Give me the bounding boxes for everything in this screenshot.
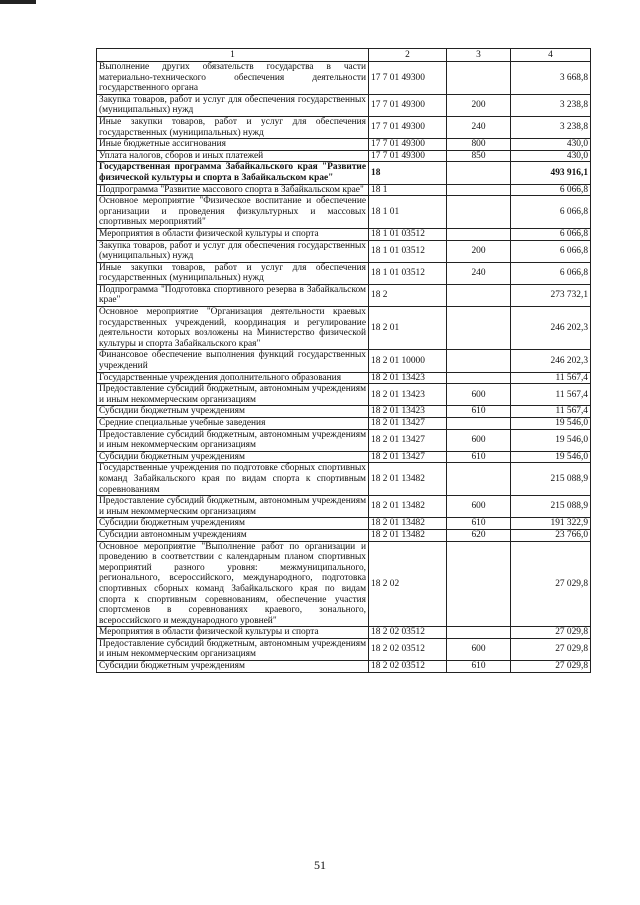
table-row <box>97 451 591 463</box>
table-row <box>97 529 591 541</box>
row-vr-cell: 600 <box>447 429 511 451</box>
table-row <box>97 307 591 350</box>
row-vr-cell <box>447 372 511 384</box>
row-code-cell: 18 2 02 03512 <box>369 661 447 673</box>
row-vr-cell: 200 <box>447 94 511 116</box>
row-amount-cell: 6 066,8 <box>511 184 591 196</box>
row-amount-cell: 19 546,0 <box>511 429 591 451</box>
row-amount-cell: 19 546,0 <box>511 418 591 430</box>
row-code-cell: 18 <box>369 162 447 184</box>
row-name-cell: Основное мероприятие "Физическое воспитание и обеспечение организации и проведения физкультурных и массовых спортивных мероприятий" <box>97 196 369 229</box>
row-name-cell: Средние специальные учебные заведения <box>97 418 369 430</box>
scan-edge-mark <box>0 0 36 4</box>
row-name-cell: Основное мероприятие "Выполнение работ по организации и проведению в соответствии с календарным планом спортивных мероприятий разного уровня: межмуниципального, регионального, всероссийского, международного, подготовка спортивных сборных команд Забайкальского края по видам спорта к спортивным соревнованиям, обеспечение участия спортсменов в соревнованиях краевого, зонального, всероссийского и международного уровней" <box>97 541 369 627</box>
row-code-cell: 18 2 02 03512 <box>369 638 447 660</box>
row-amount-cell: 11 567,4 <box>511 384 591 406</box>
row-vr-cell <box>447 307 511 350</box>
table-row <box>97 262 591 284</box>
row-amount-cell: 246 202,3 <box>511 350 591 372</box>
row-name-cell: Государственные учреждения по подготовке сборных спортивных команд Забайкальского края по видам спорта к спортивным соревнованиям <box>97 463 369 496</box>
row-vr-cell: 610 <box>447 451 511 463</box>
row-code-cell: 18 2 01 13423 <box>369 372 447 384</box>
row-code-cell: 17 7 01 49300 <box>369 94 447 116</box>
row-amount-cell: 27 029,8 <box>511 638 591 660</box>
table-row <box>97 406 591 418</box>
row-code-cell: 18 2 <box>369 284 447 306</box>
row-code-cell: 18 2 01 13482 <box>369 496 447 518</box>
row-vr-cell: 610 <box>447 406 511 418</box>
table-row <box>97 62 591 95</box>
row-name-cell: Предоставление субсидий бюджетным, автономным учреждениям и иным некоммерческим организациям <box>97 638 369 660</box>
table-row <box>97 162 591 184</box>
row-vr-cell: 200 <box>447 240 511 262</box>
row-vr-cell: 610 <box>447 518 511 530</box>
row-amount-cell: 493 916,1 <box>511 162 591 184</box>
table-row <box>97 518 591 530</box>
row-amount-cell: 3 238,8 <box>511 116 591 138</box>
row-name-cell: Иные бюджетные ассигнования <box>97 139 369 151</box>
row-code-cell: 18 1 01 <box>369 196 447 229</box>
row-name-cell: Финансовое обеспечение выполнения функций государственных учреждений <box>97 350 369 372</box>
row-vr-cell: 850 <box>447 150 511 162</box>
row-amount-cell: 191 322,9 <box>511 518 591 530</box>
row-vr-cell <box>447 184 511 196</box>
row-amount-cell: 3 238,8 <box>511 94 591 116</box>
row-name-cell: Иные закупки товаров, работ и услуг для обеспечения государственных (муниципальных) нужд <box>97 262 369 284</box>
header-col-1: 1 <box>97 49 369 62</box>
row-name-cell: Государственные учреждения дополнительного образования <box>97 372 369 384</box>
row-name-cell: Подпрограмма "Подготовка спортивного резерва в Забайкальском крае" <box>97 284 369 306</box>
row-amount-cell: 430,0 <box>511 139 591 151</box>
table-row <box>97 350 591 372</box>
row-amount-cell: 215 088,9 <box>511 463 591 496</box>
row-vr-cell <box>447 463 511 496</box>
table-row <box>97 94 591 116</box>
row-vr-cell: 600 <box>447 384 511 406</box>
row-vr-cell <box>447 62 511 95</box>
table-row <box>97 496 591 518</box>
page-number: 51 <box>314 858 326 872</box>
row-name-cell: Предоставление субсидий бюджетным, автономным учреждениям и иным некоммерческим организациям <box>97 496 369 518</box>
row-code-cell: 17 7 01 49300 <box>369 62 447 95</box>
row-code-cell: 17 7 01 49300 <box>369 150 447 162</box>
row-vr-cell: 600 <box>447 638 511 660</box>
row-name-cell: Мероприятия в области физической культуры и спорта <box>97 228 369 240</box>
row-name-cell: Уплата налогов, сборов и иных платежей <box>97 150 369 162</box>
table-row <box>97 541 591 627</box>
row-name-cell: Подпрограмма "Развитие массового спорта в Забайкальском крае" <box>97 184 369 196</box>
row-code-cell: 18 2 01 13423 <box>369 406 447 418</box>
row-amount-cell: 6 066,8 <box>511 262 591 284</box>
row-name-cell: Предоставление субсидий бюджетным, автономным учреждениям и иным некоммерческим организациям <box>97 429 369 451</box>
row-code-cell: 18 2 01 13427 <box>369 451 447 463</box>
row-code-cell: 17 7 01 49300 <box>369 139 447 151</box>
row-name-cell: Субсидии бюджетным учреждениям <box>97 451 369 463</box>
row-amount-cell: 430,0 <box>511 150 591 162</box>
column-number-row <box>97 49 591 62</box>
row-code-cell: 18 2 01 13427 <box>369 418 447 430</box>
row-code-cell: 18 2 01 13427 <box>369 429 447 451</box>
row-code-cell: 18 2 01 13482 <box>369 463 447 496</box>
row-amount-cell: 27 029,8 <box>511 541 591 627</box>
table-row <box>97 240 591 262</box>
table-row <box>97 418 591 430</box>
header-col-2: 2 <box>369 49 447 62</box>
table-row <box>97 372 591 384</box>
table-row <box>97 384 591 406</box>
row-vr-cell <box>447 350 511 372</box>
row-vr-cell: 240 <box>447 262 511 284</box>
table-row <box>97 284 591 306</box>
row-name-cell: Закупка товаров, работ и услуг для обеспечения государственных (муниципальных) нужд <box>97 94 369 116</box>
row-amount-cell: 11 567,4 <box>511 406 591 418</box>
row-code-cell: 18 2 01 13482 <box>369 529 447 541</box>
row-amount-cell: 27 029,8 <box>511 627 591 639</box>
row-vr-cell <box>447 196 511 229</box>
row-amount-cell: 11 567,4 <box>511 372 591 384</box>
budget-table <box>96 48 591 673</box>
row-vr-cell: 800 <box>447 139 511 151</box>
row-code-cell: 18 1 <box>369 184 447 196</box>
row-name-cell: Государственная программа Забайкальского края "Развитие физической культуры и спорта в Забайкальском крае" <box>97 162 369 184</box>
row-code-cell: 18 2 01 13482 <box>369 518 447 530</box>
row-name-cell: Выполнение других обязательств государства в части материально-технического обеспечения деятельности государственного органа <box>97 62 369 95</box>
row-vr-cell <box>447 541 511 627</box>
row-name-cell: Мероприятия в области физической культуры и спорта <box>97 627 369 639</box>
row-vr-cell <box>447 627 511 639</box>
row-name-cell: Иные закупки товаров, работ и услуг для обеспечения государственных (муниципальных) нужд <box>97 116 369 138</box>
row-code-cell: 18 2 01 <box>369 307 447 350</box>
header-col-4: 4 <box>511 49 591 62</box>
row-code-cell: 18 2 01 13423 <box>369 384 447 406</box>
row-name-cell: Основное мероприятие "Организация деятельности краевых государственных учреждений, координация и регулирование деятельности которых возложены на Министерство физической культуры и спорта Забайкальского края" <box>97 307 369 350</box>
header-col-3: 3 <box>447 49 511 62</box>
table-row <box>97 429 591 451</box>
row-amount-cell: 19 546,0 <box>511 451 591 463</box>
row-code-cell: 18 2 01 10000 <box>369 350 447 372</box>
table-row <box>97 638 591 660</box>
row-vr-cell <box>447 284 511 306</box>
row-code-cell: 18 1 01 03512 <box>369 262 447 284</box>
table-row <box>97 627 591 639</box>
table-row <box>97 184 591 196</box>
row-amount-cell: 3 668,8 <box>511 62 591 95</box>
row-amount-cell: 6 066,8 <box>511 240 591 262</box>
row-vr-cell <box>447 418 511 430</box>
row-vr-cell: 240 <box>447 116 511 138</box>
row-vr-cell: 610 <box>447 661 511 673</box>
row-vr-cell <box>447 162 511 184</box>
row-code-cell: 18 1 01 03512 <box>369 240 447 262</box>
row-name-cell: Субсидии бюджетным учреждениям <box>97 406 369 418</box>
row-amount-cell: 246 202,3 <box>511 307 591 350</box>
table-row <box>97 196 591 229</box>
row-code-cell: 17 7 01 49300 <box>369 116 447 138</box>
row-name-cell: Предоставление субсидий бюджетным, автономным учреждениям и иным некоммерческим организациям <box>97 384 369 406</box>
row-amount-cell: 23 766,0 <box>511 529 591 541</box>
row-name-cell: Субсидии бюджетным учреждениям <box>97 661 369 673</box>
table-row <box>97 228 591 240</box>
table-row <box>97 150 591 162</box>
table-row <box>97 661 591 673</box>
row-amount-cell: 6 066,8 <box>511 196 591 229</box>
table-row <box>97 463 591 496</box>
row-vr-cell: 620 <box>447 529 511 541</box>
table-row <box>97 139 591 151</box>
row-name-cell: Субсидии бюджетным учреждениям <box>97 518 369 530</box>
row-amount-cell: 27 029,8 <box>511 661 591 673</box>
table-body <box>97 62 591 673</box>
row-name-cell: Закупка товаров, работ и услуг для обеспечения государственных (муниципальных) нужд <box>97 240 369 262</box>
table-row <box>97 116 591 138</box>
row-amount-cell: 215 088,9 <box>511 496 591 518</box>
row-amount-cell: 6 066,8 <box>511 228 591 240</box>
row-name-cell: Субсидии автономным учреждениям <box>97 529 369 541</box>
row-code-cell: 18 1 01 03512 <box>369 228 447 240</box>
row-vr-cell <box>447 228 511 240</box>
row-vr-cell: 600 <box>447 496 511 518</box>
row-amount-cell: 273 732,1 <box>511 284 591 306</box>
row-code-cell: 18 2 02 <box>369 541 447 627</box>
row-code-cell: 18 2 02 03512 <box>369 627 447 639</box>
